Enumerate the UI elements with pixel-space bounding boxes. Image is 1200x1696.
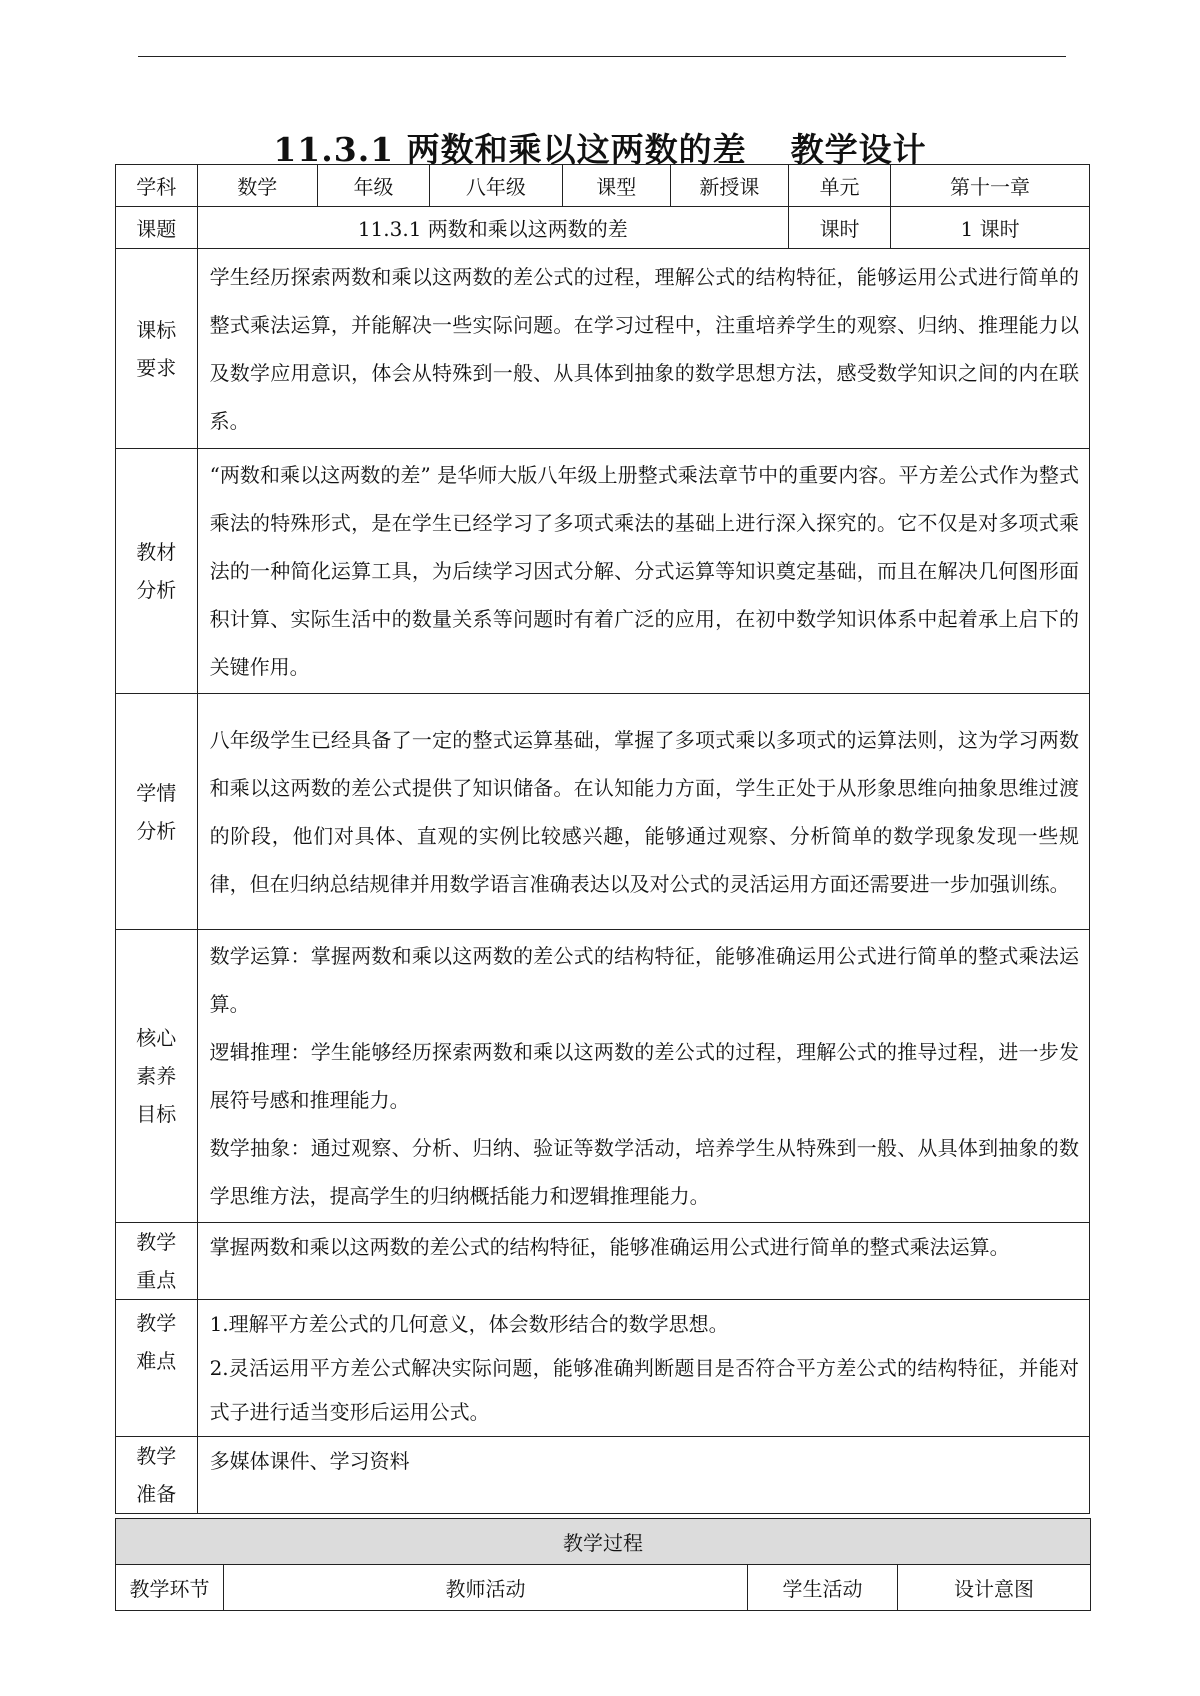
material-row xyxy=(116,449,1090,694)
lesson-plan-table xyxy=(115,164,1090,1514)
literacy-text xyxy=(197,930,1089,1223)
difficulty-item-1: 1.理解平方差公式的几何意义，体会数形结合的数学思想。 xyxy=(209,1312,729,1336)
topic-value: 11.3.1 两数和乘以这两数的差 xyxy=(197,207,789,249)
grade-value: 八年级 xyxy=(430,165,563,207)
curriculum-label: 课标 要求 xyxy=(116,249,198,449)
literacy-math-abstraction: 数学抽象：通过观察、分析、归纳、验证等数学活动，培养学生从特殊到一般、从具体到抽象的数学思维方法，提高学生的归纳概括能力和逻辑推理能力。 xyxy=(209,1136,1079,1208)
info-row-2 xyxy=(116,207,1090,249)
material-text: “两数和乘以这两数的差” 是华师大版八年级上册整式乘法章节中的重要内容。平方差公式作为整式乘法的特殊形式，是在学生已经学习了多项式乘法的基础上进行深入探究的。它不仅是对多项式乘法的一种简化运算工具，为后续学习因式分解、分式运算等知识奠定基础，而且在解决几何图形面积计算、实际生活中的数量关系等问题时有着广泛的应用，在初中数学知识体系中起着承上启下的关键作用。 xyxy=(197,449,1089,694)
students-row xyxy=(116,694,1090,930)
process-col-stage: 教学环节 xyxy=(116,1565,224,1611)
title-suffix: 教学设计 xyxy=(790,130,927,169)
process-header: 教学过程 xyxy=(116,1519,1091,1565)
grade-label: 年级 xyxy=(317,165,429,207)
period-value: 1 课时 xyxy=(891,207,1090,249)
process-col-teacher: 教师活动 xyxy=(224,1565,748,1611)
prep-row xyxy=(116,1437,1090,1514)
difficulty-text xyxy=(197,1300,1089,1437)
difficulty-label: 教学 难点 xyxy=(116,1300,198,1437)
unit-value: 第十一章 xyxy=(891,165,1090,207)
teaching-process-table xyxy=(115,1518,1091,1611)
literacy-math-operation: 数学运算：掌握两数和乘以这两数的差公式的结构特征，能够准确运用公式进行简单的整式乘法运算。 xyxy=(209,944,1079,1016)
subject-value: 数学 xyxy=(197,165,317,207)
curriculum-text: 学生经历探索两数和乘以这两数的差公式的过程，理解公式的结构特征，能够运用公式进行简单的整式乘法运算，并能解决一些实际问题。在学习过程中，注重培养学生的观察、归纳、推理能力以及数学应用意识，体会从特殊到一般、从具体到抽象的数学思想方法，感受数学知识之间的内在联系。 xyxy=(197,249,1089,449)
type-value: 新授课 xyxy=(670,165,788,207)
process-columns-row xyxy=(116,1565,1091,1611)
difficulty-row xyxy=(116,1300,1090,1437)
process-header-row xyxy=(116,1519,1091,1565)
key-label: 教学 重点 xyxy=(116,1223,198,1300)
unit-label: 单元 xyxy=(789,165,891,207)
key-text: 掌握两数和乘以这两数的差公式的结构特征，能够准确运用公式进行简单的整式乘法运算。 xyxy=(197,1223,1089,1300)
topic-label: 课题 xyxy=(116,207,198,249)
info-row-1 xyxy=(116,165,1090,207)
literacy-logic-reasoning: 逻辑推理：学生能够经历探索两数和乘以这两数的差公式的过程，理解公式的推导过程，进一步发展符号感和推理能力。 xyxy=(209,1040,1079,1112)
subject-label: 学科 xyxy=(116,165,198,207)
key-row xyxy=(116,1223,1090,1300)
process-col-intent: 设计意图 xyxy=(898,1565,1091,1611)
header-rule xyxy=(138,56,1066,57)
students-text: 八年级学生已经具备了一定的整式运算基础，掌握了多项式乘以多项式的运算法则，这为学习两数和乘以这两数的差公式提供了知识储备。在认知能力方面，学生正处于从形象思维向抽象思维过渡的阶段，他们对具体、直观的实例比较感兴趣，能够通过观察、分析简单的数学现象发现一些规律，但在归纳总结规律并用数学语言准确表达以及对公式的灵活运用方面还需要进一步加强训练。 xyxy=(197,694,1089,930)
curriculum-row xyxy=(116,249,1090,449)
prep-label: 教学 准备 xyxy=(116,1437,198,1514)
period-label: 课时 xyxy=(789,207,891,249)
title-main: 11.3.1 两数和乘以这两数的差 xyxy=(273,130,747,169)
literacy-row xyxy=(116,930,1090,1223)
material-label: 教材 分析 xyxy=(116,449,198,694)
prep-text: 多媒体课件、学习资料 xyxy=(197,1437,1089,1514)
type-label: 课型 xyxy=(562,165,670,207)
process-col-student: 学生活动 xyxy=(748,1565,898,1611)
literacy-label: 核心 素养 目标 xyxy=(116,930,198,1223)
difficulty-item-2: 2.灵活运用平方差公式解决实际问题，能够准确判断题目是否符合平方差公式的结构特征，并能对式子进行适当变形后运用公式。 xyxy=(209,1356,1079,1424)
students-label: 学情 分析 xyxy=(116,694,198,930)
